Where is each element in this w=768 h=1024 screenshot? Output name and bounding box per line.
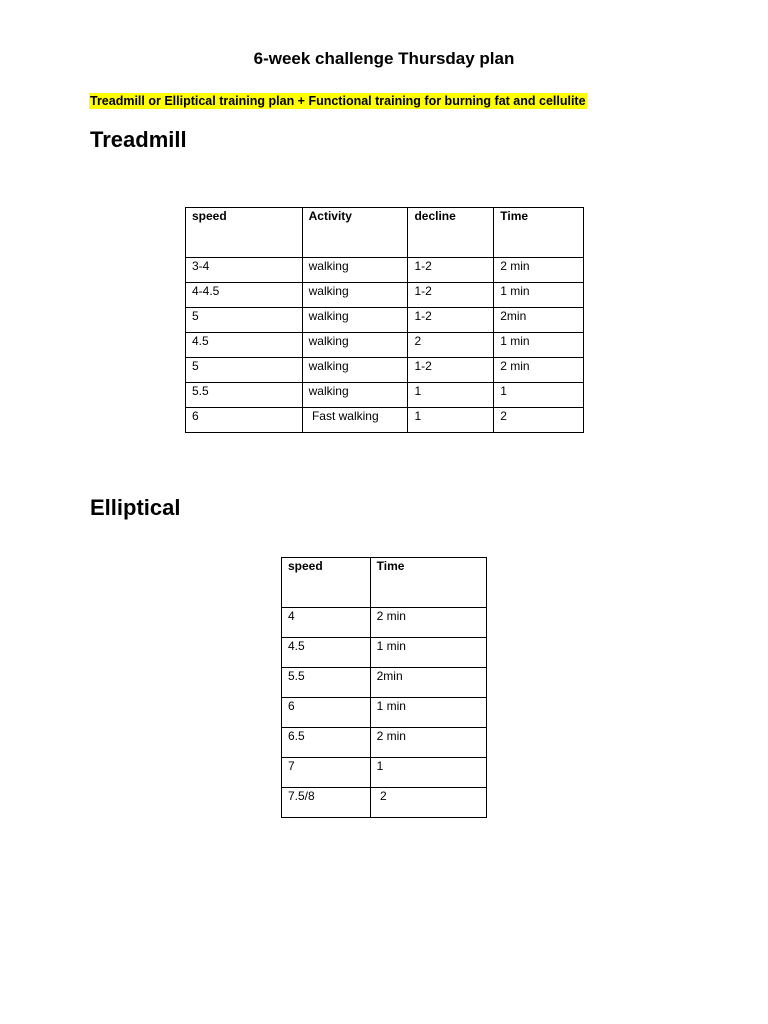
cell-speed: 7	[282, 758, 371, 788]
table-row	[282, 638, 487, 668]
header-time: Time	[370, 558, 486, 608]
cell-activity: walking	[302, 383, 408, 408]
cell-decline: 1-2	[408, 283, 494, 308]
table-row	[282, 608, 487, 638]
table-row	[282, 728, 487, 758]
cell-time: 2min	[370, 668, 486, 698]
cell-decline: 1-2	[408, 258, 494, 283]
cell-speed: 6	[186, 408, 303, 433]
cell-decline: 2	[408, 333, 494, 358]
cell-time: 1 min	[494, 333, 584, 358]
table-header-row	[282, 558, 487, 608]
highlighted-subtitle: Treadmill or Elliptical training plan + Functional training for burning fat and cellulite	[90, 94, 586, 108]
cell-activity: walking	[302, 258, 408, 283]
table-row	[282, 668, 487, 698]
header-decline: decline	[408, 208, 494, 258]
cell-speed: 5.5	[186, 383, 303, 408]
cell-time: 2 min	[370, 608, 486, 638]
table-row	[186, 333, 584, 358]
cell-activity: walking	[302, 333, 408, 358]
header-time: Time	[494, 208, 584, 258]
cell-speed: 4.5	[282, 638, 371, 668]
cell-decline: 1-2	[408, 308, 494, 333]
table-row	[282, 788, 487, 818]
cell-time: 1	[494, 383, 584, 408]
cell-time: 2	[370, 788, 486, 818]
page-title: 6-week challenge Thursday plan	[253, 49, 515, 68]
cell-decline: 1	[408, 408, 494, 433]
table-row	[186, 283, 584, 308]
cell-time: 1 min	[370, 698, 486, 728]
cell-speed: 4-4.5	[186, 283, 303, 308]
header-speed: speed	[186, 208, 303, 258]
cell-speed: 4	[282, 608, 371, 638]
cell-activity: walking	[302, 358, 408, 383]
cell-speed: 5	[186, 358, 303, 383]
header-speed: speed	[282, 558, 371, 608]
cell-speed: 5.5	[282, 668, 371, 698]
table-row	[186, 408, 584, 433]
table-header-row	[186, 208, 584, 258]
treadmill-heading: Treadmill	[90, 127, 187, 152]
cell-decline: 1	[408, 383, 494, 408]
cell-speed: 4.5	[186, 333, 303, 358]
cell-time: 2 min	[370, 728, 486, 758]
cell-decline: 1-2	[408, 358, 494, 383]
treadmill-table	[185, 207, 584, 433]
table-row	[186, 258, 584, 283]
cell-speed: 3-4	[186, 258, 303, 283]
cell-time: 2	[494, 408, 584, 433]
elliptical-heading: Elliptical	[90, 495, 181, 520]
cell-speed: 5	[186, 308, 303, 333]
cell-time: 1 min	[370, 638, 486, 668]
elliptical-table	[281, 557, 487, 818]
cell-activity: walking	[302, 308, 408, 333]
table-row	[186, 308, 584, 333]
table-row	[282, 698, 487, 728]
cell-time: 1 min	[494, 283, 584, 308]
cell-time: 1	[370, 758, 486, 788]
cell-time: 2 min	[494, 358, 584, 383]
cell-time: 2 min	[494, 258, 584, 283]
cell-time: 2min	[494, 308, 584, 333]
header-activity: Activity	[302, 208, 408, 258]
table-row	[282, 758, 487, 788]
cell-activity: walking	[302, 283, 408, 308]
table-row	[186, 358, 584, 383]
cell-activity: Fast walking	[302, 408, 408, 433]
cell-speed: 7.5/8	[282, 788, 371, 818]
cell-speed: 6	[282, 698, 371, 728]
cell-speed: 6.5	[282, 728, 371, 758]
table-row	[186, 383, 584, 408]
